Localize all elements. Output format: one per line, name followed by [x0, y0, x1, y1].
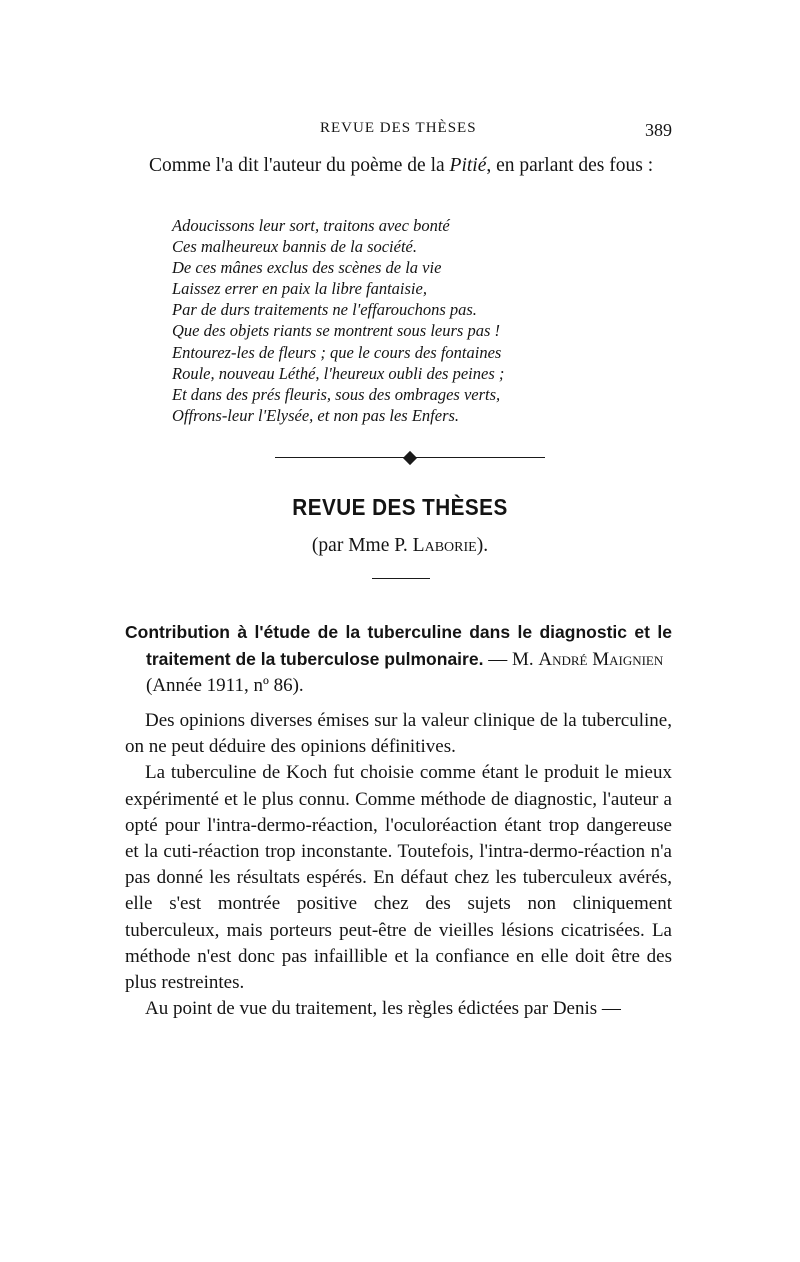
intro-paragraph: [127, 153, 672, 179]
entry-citation: (Année 1911, nº 86).: [146, 675, 304, 696]
byline-author: Laborie: [412, 535, 477, 556]
byline-open: (par Mme P.: [311, 535, 413, 556]
entry-title-continuation: [125, 646, 672, 699]
section-title: REVUE DES THÈSES: [292, 494, 508, 520]
poem-verse: Laissez errer en paix la libre fantaisie,: [172, 279, 427, 299]
entry-title-line: [125, 619, 672, 646]
review-body: [125, 708, 672, 1022]
short-divider-rule: [372, 578, 430, 579]
entry-author: André Maignien: [538, 649, 664, 670]
poem-verse: Ces malheureux bannis de la société.: [172, 237, 418, 257]
poem-verse: De ces mânes exclus des scènes de la vie: [172, 258, 442, 278]
running-title: REVUE DES THÈSES: [320, 120, 477, 136]
byline-close: ).: [476, 535, 489, 556]
poem-verse: Et dans des prés fleuris, sous des ombrages verts,: [172, 384, 501, 404]
entry-title-part1: Contribution à l'étude de la tuberculine dans le diagnostic et le: [125, 622, 672, 642]
body-paragraph: Au point de vue du traitement, les règles édictées par Denis —: [145, 998, 621, 1020]
intro-text: Comme l'a dit l'auteur du poème de la: [149, 155, 450, 176]
body-paragraph: Des opinions diverses émises sur la valeur clinique de la tuberculine, on ne peut déduire des opinions définitives.: [125, 710, 672, 758]
diamond-ornament-icon: [403, 451, 417, 465]
entry-title-part2: traitement de la tuberculose pulmonaire.: [146, 649, 484, 669]
page-number: 389: [645, 120, 672, 140]
poem-verse: Entourez-les de fleurs ; que le cours des fontaines: [172, 342, 502, 362]
poem-quotation: [172, 215, 632, 426]
work-title: Pitié: [449, 155, 487, 176]
poem-verse: Par de durs traitements ne l'effarouchons pas.: [172, 300, 477, 320]
poem-verse: Que des objets riants se montrent sous leurs pas !: [172, 321, 501, 341]
section-divider-ornament: [275, 451, 545, 465]
poem-verse: Roule, nouveau Léthé, l'heureux oubli des peines ;: [172, 363, 505, 383]
poem-verse: Offrons-leur l'Elysée, et non pas les Enfers.: [172, 405, 460, 425]
body-paragraph: La tuberculine de Koch fut choisie comme étant le produit le mieux expérimenté et le plus connu. Comme méthode de diagnostic, l'auteur a opté pour l'intra-dermo-réaction, l'oculoréaction étant trop dangereuse et la cuti-réaction trop inconstante. Toutefois, l'intra-dermo-réaction n'a pas donné les résultats espérés. En défaut chez les tuberculeux avérés, elle s'est montrée positive chez des sujets non cliniquement tuberculeux, mais porteurs peut-être de vieilles lésions cicatrisées. La méthode n'est donc pas infaillible et la confiance en elle doit être des plus restreintes.: [125, 762, 672, 994]
entry-dash: — M.: [483, 649, 539, 670]
intro-text-end: , en parlant des fous :: [486, 155, 654, 176]
thesis-entry-heading: [125, 619, 672, 699]
section-byline: [0, 535, 800, 557]
poem-verse: Adoucissons leur sort, traitons avec bonté: [172, 216, 450, 235]
